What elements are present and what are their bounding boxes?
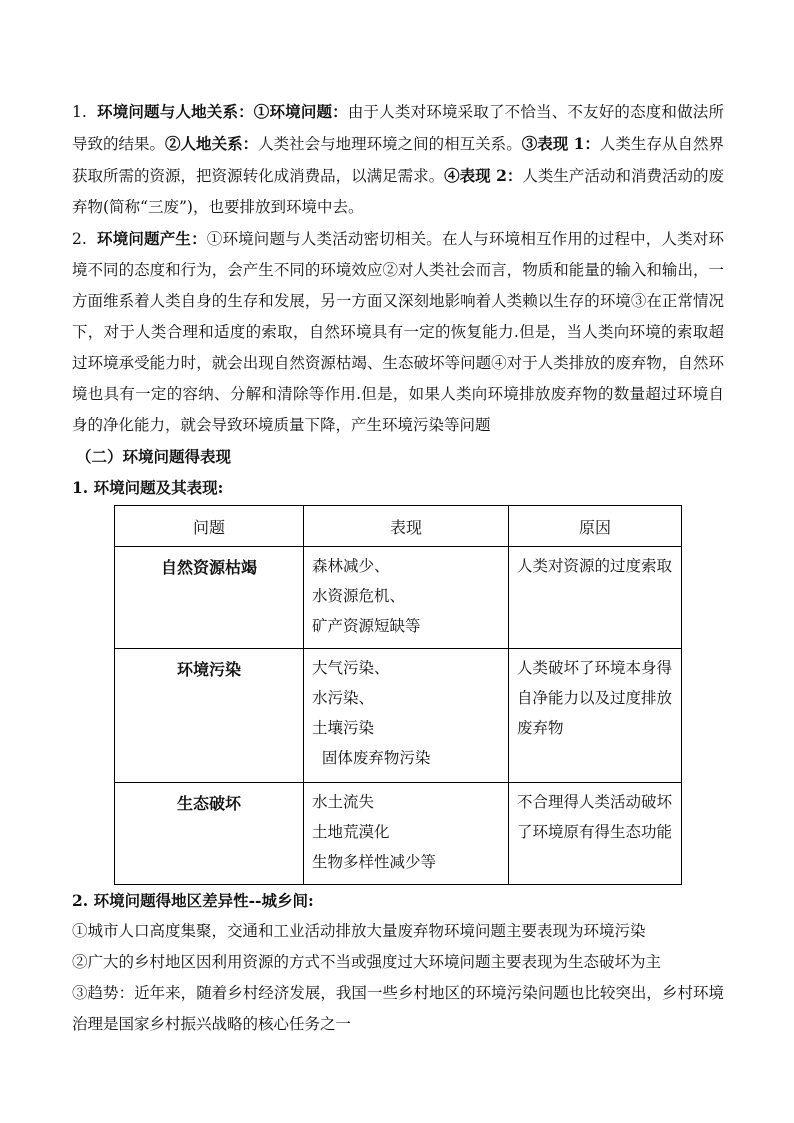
point-3-label: ③表现 1： [521, 134, 600, 153]
reason-line: 人类对资源的过度索取 [517, 557, 673, 575]
manifest-line: 生物多样性减少等 [312, 853, 437, 871]
table-row [115, 783, 682, 885]
regional-item: ③趋势：近年来，随着乡村经济发展，我国一些乡村地区的环境污染问题也比较突出，乡村环境治理是国家乡村振兴战略的核心任务之一 [72, 984, 724, 1033]
section-b2-heading: 2. 环境问题得地区差异性--城乡间: [72, 891, 314, 910]
reason-cell [509, 547, 682, 649]
regional-item: ②广大的乡村地区因利用资源的方式不当或强度过大环境问题主要表现为生态破坏为主 [72, 953, 662, 971]
reason-line: 自净能力以及过度排放 [517, 689, 673, 707]
point-4-text: 人类生产活动和消费活动的废弃物(简称“三废”)，也要排放到环境中去。 [72, 167, 724, 216]
header-problem: 问题 [115, 506, 304, 547]
point-4-label: ④表现 2： [444, 166, 523, 185]
section-1-paragraph [72, 96, 724, 223]
table-row [115, 649, 682, 783]
reason-line: 废弃物 [517, 719, 564, 737]
reason-cell [509, 649, 682, 783]
manifest-line: 森林减少、 [312, 557, 390, 575]
reason-line: 了环境原有得生态功能 [517, 823, 673, 841]
section-2-title: 环境问题产生： [97, 229, 207, 248]
manifest-line: 矿产资源短缺等 [312, 617, 421, 635]
problem-cell: 自然资源枯竭 [115, 547, 304, 649]
manifest-cell [304, 649, 509, 783]
document-page [72, 96, 724, 1040]
point-3-text: 人类生存从自然界获取所需的资源，把资源转化成消费品，以满足需求。 [72, 135, 724, 185]
section-2-text: ①环境问题与人类活动密切相关。在人与环境相互作用的过程中，人类对环境不同的态度和行为，会产生不同的环境效应②对人类社会而言，物质和能量的输入和输出，一方面维系着人类自身的生存和发展，另一方面又深刻地影响着人类赖以生存的环境③在正常情况下，对于人类合理和适度的索取，自然环境具有一定的恢复能力.但是，当人类向环境的索取超过环境承受能力时，就会出现自然资源枯竭、生态破坏等问题④对于人类排放的废弃物，自然环境也具有一定的容纳、分解和清除等作用.但是，如果人类向环境排放废弃物的数量超过环境自身的净化能力，就会导致环境质量下降，产生环境污染等问题 [72, 230, 724, 434]
manifest-cell [304, 783, 509, 885]
reason-line: 不合理得人类活动破坏 [517, 793, 673, 811]
manifest-line: 固体废弃物污染 [312, 749, 431, 767]
section-1-title: 环境问题与人地关系： [97, 102, 254, 121]
point-1-text: 由于人类对环境采取了不恰当、不友好的态度和做法所导致的结果。 [72, 103, 724, 153]
problems-table [114, 505, 682, 885]
problem-cell: 生态破坏 [115, 783, 304, 885]
table-row [115, 547, 682, 649]
section-1-number: 1. [72, 103, 87, 121]
header-manifest: 表现 [304, 506, 509, 547]
point-2-text: 人类社会与地理环境之间的相互关系。 [258, 135, 522, 153]
reason-line: 人类破坏了环境本身得 [517, 659, 673, 677]
section-2-paragraph [72, 223, 724, 441]
manifest-cell [304, 547, 509, 649]
manifest-line: 大气污染、 [312, 659, 390, 677]
section-2-number: 2. [72, 230, 87, 248]
header-reason: 原因 [509, 506, 682, 547]
manifest-line: 土壤污染 [312, 719, 375, 737]
point-1-label: ①环境问题： [253, 102, 348, 121]
manifest-line: 土地荒漠化 [312, 823, 390, 841]
section-b1-heading: 1. 环境问题及其表现: [72, 478, 224, 497]
section-b-heading: （二）环境问题得表现 [76, 447, 232, 466]
table-header-row [115, 506, 682, 547]
reason-cell [509, 783, 682, 885]
point-2-label: ②人地关系： [165, 134, 259, 153]
manifest-line: 水污染、 [312, 689, 375, 707]
problem-cell: 环境污染 [115, 649, 304, 783]
manifest-line: 水土流失 [312, 793, 375, 811]
regional-item: ①城市人口高度集聚，交通和工业活动排放大量废弃物环境问题主要表现为环境污染 [72, 922, 646, 940]
manifest-line: 水资源危机、 [312, 587, 406, 605]
